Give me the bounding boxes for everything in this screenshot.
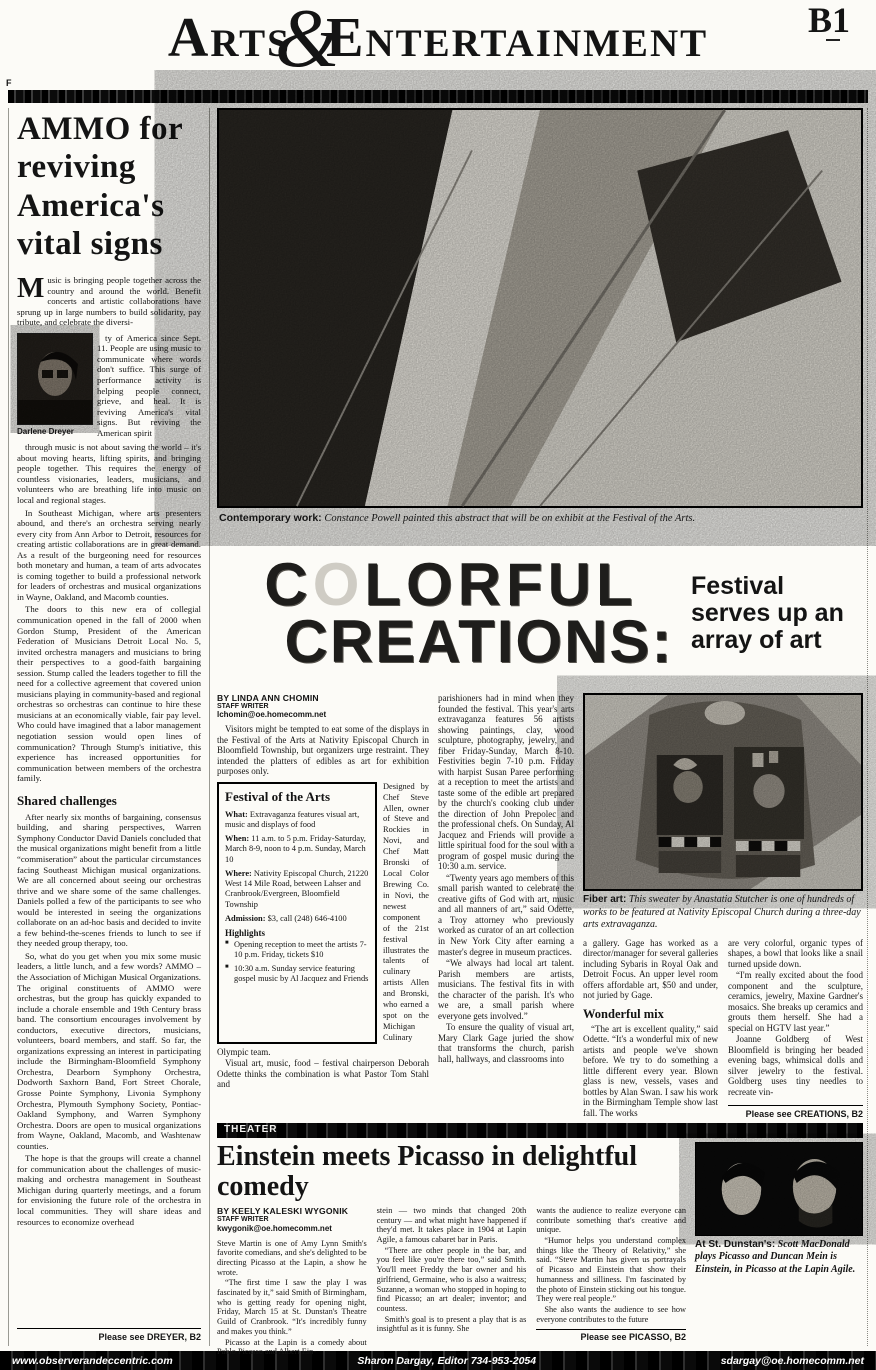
ammo-paragraph: through music is not about saving the world – it's about moving hearts, lifting spirits, and bringing people together. This requires the energy of countless visionaries, leaders, musicians, and volunteers who are breathing life into music on local and regional stages.	[17, 442, 201, 505]
fiber-art-sweater-photo	[583, 693, 863, 891]
infobox-row	[217, 782, 429, 1044]
feature-paragraph: To ensure the quality of visual art, Mary Clark Gage juried the show that transforms the church, parish hall, hallways, and classrooms into	[438, 1022, 574, 1064]
highlights-title: Highlights	[225, 928, 266, 939]
info-text: Nativity Episcopal Church, 21220 West 14 Mile Road, between Lahser and Cranbrook/Evergreen, Bloomfield Township	[225, 868, 369, 909]
theater-body	[217, 1141, 863, 1357]
edition-letter: F	[6, 78, 12, 88]
theater-production-photo	[695, 1142, 863, 1236]
byline-role: STAFF WRITER	[217, 703, 269, 711]
theater-section-label: THEATER	[217, 1123, 863, 1138]
section-title-entertainment: Entertainment	[326, 7, 709, 69]
theater-paragraph: Smith's goal is to present a play that is as insightful as it is funny. She	[376, 1314, 527, 1334]
ammo-article	[8, 108, 210, 1346]
theater-photo-caption	[695, 1239, 863, 1276]
ammo-lead-text: usic is bringing people together across the country and around the world. Benefit concerts and artistic collaborations have sprung up in large numbers to build solidarity, pay tribute, and celebrate the diversi-	[17, 275, 201, 328]
info-label: What:	[225, 809, 248, 819]
feature-paragraph: are very colorful, organic types of shapes, a bowl that looks like a snail turned upside down.	[728, 937, 863, 969]
section-title-arts: Arts	[167, 7, 291, 69]
headline-letters: LORFUL	[364, 551, 638, 619]
info-item-what	[225, 810, 369, 831]
caption-text: Constance Powell painted this abstract that will be on exhibit at the Festival of the Arts.	[324, 513, 696, 524]
caption-lead: Contemporary work:	[219, 512, 322, 524]
info-item-admission	[225, 914, 369, 924]
feature-paragraph: “I'm really excited about the food component and the sculpture, ceramics, jewelry, Maxine Gardner's mosaics. She breaks up ceramics and grouts them herself. She had a special on HGTV last year.”	[728, 970, 863, 1033]
feature-paragraph: Olympic team.	[217, 1046, 271, 1057]
byline-email: lchomin@oe.homecomm.net	[217, 710, 327, 720]
feature-subhead: Wonderful mix	[583, 1006, 664, 1021]
info-item-where	[225, 869, 369, 910]
byline-name: BY KEELY KALESKI WYGONIK	[217, 1205, 349, 1216]
feature-paragraph: “We always had local art talent. Parish members are artists, musicians. The festival fits in with the character of the parish. It's who we are, a small parish where everyone gets involved.”	[438, 958, 574, 1021]
caption-lead: At St. Dunstan's:	[695, 1239, 776, 1251]
ammo-paragraph: So, what do you get when you mix some music leaders, a little lunch, and a few words? AMMO – the Association of Michigan Musical Organizations. The original constituents of AMMO were orchestras, but the group has quickly expanded to include a chorale ensemble and 19th Century brass band. The consortium encourages involvement by conductors, executive directors, musicians, volunteers, board members, and staff. So far, the organizations expressing an interest in participating include the Birmingham-Bloomfield Symphony Orchestra, Dearborn Symphony Orchestra, Dodworth Saxhorn Band, Fort Street Chorale, Grosse Pointe Symphony, Livonia Symphony Orchestra, Plymouth Symphony Society, Pontiac-Oakland Symphony, and Warren Symphony Orchestra. Doors are open to musical organizations from Wayne, Oakland, Macomb, and Washtenaw counties.	[17, 950, 201, 1151]
columnist-block	[17, 333, 91, 440]
footer-bar	[0, 1351, 876, 1370]
theater-byline	[217, 1206, 367, 1234]
info-label: When:	[225, 834, 250, 844]
info-label: Admission:	[225, 913, 266, 923]
feature-column-2	[438, 693, 574, 1117]
feature-column-right	[583, 693, 863, 1120]
columnist-name: Darlene Dreyer	[17, 426, 74, 436]
theater-paragraph: Picasso at the Lapin is a comedy about Pablo Picasso and Albert Ein-	[217, 1337, 367, 1357]
footer-email: sdargay@oe.homecomm.net	[720, 1354, 864, 1367]
feature-subcolumns	[583, 938, 863, 1120]
byline-name: BY LINDA ANN CHOMIN	[217, 693, 319, 704]
theater-section	[217, 1123, 863, 1357]
feature-byline	[217, 693, 429, 719]
caption-lead: Fiber art:	[583, 894, 627, 906]
caption-text: This sweater by Anastatia Stutcher is one of hundreds of works to be featured at Nativity Episcopal Church during a three-day arts extravaganza.	[583, 894, 861, 931]
ammo-subhead: Shared challenges	[17, 792, 117, 808]
page-number: B1	[807, 0, 850, 40]
ampersand-glyph: &	[274, 0, 343, 85]
festival-info-box	[217, 782, 377, 1044]
theater-paragraph: She also wants the audience to see how everyone contributes to the future	[536, 1304, 687, 1324]
theater-columns	[217, 1206, 686, 1358]
feature-paragraph: Joanne Goldberg of West Bloomfield is bringing her beaded evening bags, whimsical dolls and silver jewelry to the festival. Goldberg uses tiny needles to recreate vin-	[728, 1034, 863, 1097]
info-text: 11 a.m. to 5 p.m. Friday-Saturday, March 8-9, noon to 4 p.m. Sunday, March 10	[225, 834, 366, 864]
ammo-paragraph: The hope is that the groups will create a channel for communication about the challenges of music-making and orchestra management in Southeast Michigan during quarterly meetings, and a forum for envisioning the future role of the orchestra in local communities. They will share ideas and resources to economize overhead	[17, 1153, 201, 1227]
theater-column-3	[536, 1206, 686, 1358]
feature-headline-block	[217, 533, 863, 693]
footer-website: www.observerandeccentric.com	[12, 1354, 173, 1367]
feature-narrow-column: Designed by Chef Steve Allen, owner of Steve and Rockies in Novi, and Chef Matt Bronski of Local Color Brewing Co. in Novi, the newest component of the 21st festival illustrates the talents of culinary artists Allen and Bronski, who earned a spot on the Michigan Culinary	[383, 781, 429, 1042]
feature-deck: Festival serves up an array of art	[691, 571, 844, 654]
headline-ghost-letter: O	[312, 551, 365, 619]
caption-text: Scott MacDonald plays Picasso and Duncan Mein is Einstein, in Picasso at the Lapin Agile.	[695, 1239, 856, 1275]
theater-column-2	[377, 1206, 527, 1358]
feature-column-1	[217, 693, 429, 1117]
main-column	[217, 108, 868, 1357]
feature-article-body	[217, 693, 863, 1120]
byline-email: kwygonik@oe.homecomm.net	[217, 1224, 332, 1234]
info-text: $3, call (248) 646-4100	[267, 913, 347, 923]
page-body	[0, 108, 876, 1357]
feature-column-4	[728, 938, 863, 1120]
feature-headline-line2: CREATIONS:	[284, 608, 674, 676]
feature-paragraph: Visitors might be tempted to eat some of the displays in the Festival of the Arts at Nativity Episcopal Church in Bloomfield Township, but organizers urge restraint. They intended the platters of edibles as art for exhibition purposes only.	[217, 724, 429, 777]
ammo-paragraph: The doors to this new era of collegial communication opened in the fall of 2000 when Gordon Stump, President of the American Federation of Musicians Detroit Local No. 5, invited orchestra managers and musicians to bring their perspectives to a good-faith bargaining session. Stump called the leaders together to fill the need for a collective agreement that covered union musicians playing in community-based and regional orchestras so orchestras can continue to hire these musicians at an economically viable, fair pay level. Who could have imagined that a labor management negotiation session would open lines of communication? Through Stump's initiative, this experience has increased opportunities for communication between members of the orchestra family.	[17, 604, 201, 784]
drop-cap: M	[17, 272, 45, 305]
theater-column-1	[217, 1206, 367, 1358]
theater-article	[217, 1141, 687, 1357]
fiber-photo-caption	[583, 894, 863, 932]
masthead	[0, 0, 876, 88]
ammo-wrap-text: ty of America since Sept. 11. People are using music to communicate where words don't suffice. This surge of performance activity is helping people connect, grieve, and heal. It is reviving America's vital signs. But reviving the American spirit	[97, 332, 201, 438]
ammo-headline: AMMO for reviving America's vital signs	[17, 111, 183, 262]
info-label: Where:	[225, 868, 252, 878]
highlight-item: ■ Opening reception to meet the artists 7-10 p.m. Friday, tickets $10	[225, 940, 369, 961]
creations-jump-line: Please see CREATIONS, B2	[728, 1105, 863, 1119]
headline-letter: C	[264, 551, 313, 619]
theater-paragraph: stein — two minds that changed 20th century — and what might have happened if they'd met. It takes place in 1904 at Lapin Agile, a famous cabaret bar in Paris.	[376, 1205, 527, 1245]
info-item-when	[225, 834, 369, 865]
feature-headline-line1	[221, 551, 681, 619]
feature-paragraph: a gallery. Gage has worked as a director/manager for several galleries including Sybaris in Royal Oak and Detroit Focus. An upper level room offers affordable art, $50 and under, not juried by Gage.	[583, 937, 718, 1001]
info-text: Extravaganza features visual art, music and displays of food	[225, 809, 360, 829]
highlight-item: ■ 10:30 a.m. Sunday service featuring gospel music by Al Jacquez and Friends	[225, 964, 369, 985]
feature-paragraph: “Twenty years ago members of this small parish wanted to celebrate the creative gifts of God with art, music and all manners of art,” said Odette, a Troy attorney who previously worked as curator of an art collection in New York City after earning a master's degree in museum practices.	[438, 872, 574, 957]
ammo-paragraph: In Southeast Michigan, where arts presenters abound, and there's an orchestra serving nearly every city from Ann Arbor to Detroit, resources for creating artistic collaborations are in great demand. As a result of the burgeoning need for resources both monetary and human, a team of arts advocates is coming together to build a professional network for leaders of orchestras and musical organizations in Wayne, Oakland, and Macomb counties.	[17, 507, 201, 602]
ammo-lead-paragraph	[17, 272, 201, 328]
masthead-rule	[8, 90, 868, 103]
info-box-title: Festival of the Arts	[225, 788, 331, 804]
ammo-paragraph: After nearly six months of bargaining, consensus building, and sharing perspectives, Warren Symphony Conductor David Daniels concluded that the musical organizations might benefit from a little “commiseration” about the particular circumstances facing Southeast Michigan musical organizations. We are all concerned about seeing our orchestras thrive and we share some of the same challenges. Daniels polled a few of the participants to see who would be interested in seeing the organizations collaborate on an ad-hoc basis and decided to invite a few behind-the-scenes friends to lunch to see if they needed group therapy, too.	[17, 811, 201, 949]
feature-column-3	[583, 938, 718, 1120]
footer-editor-contact: Sharon Dargay, Editor 734-953-2054	[357, 1354, 537, 1367]
theater-paragraph: “There are other people in the bar, and you feel like you're there too,” said Smith. You'll meet Freddy the bar owner and his girlfriend, Germaine, who is also a waitress; Suzanne, a woman who stopped in hoping to find Picasso; an art dealer; inventor; and countess.	[376, 1245, 527, 1313]
section-title	[167, 0, 709, 85]
byline-role: STAFF WRITER	[217, 1215, 269, 1223]
theater-paragraph: wants the audience to realize everyone can contribute something that's creative and unique.	[536, 1205, 687, 1235]
theater-photo-block	[695, 1142, 863, 1324]
feature-headline	[221, 551, 681, 676]
feature-paragraph: Visual art, music, food – festival chairperson Deborah Odette thinks the combination is what Pastor Tom Stahl and	[217, 1058, 429, 1090]
theater-headline: Einstein meets Picasso in delightful comedy	[217, 1141, 638, 1202]
theater-paragraph: Steve Martin is one of Amy Lynn Smith's favorite comedians, and she's delighted to be directing Picasso at the Lapin, a show he wrote.	[217, 1238, 367, 1277]
theater-paragraph: “The first time I saw the play I was fascinated by it,” said Smith of Birmingham, who is getting ready for opening night, Friday, March 15 at St. Dunstan's Theatre Guild of Cranbrook. “It's incredibly funny and makes you think.”	[217, 1278, 367, 1336]
feature-paragraph: “The art is excellent quality,” said Odette. “It's a wonderful mix of new artists and people we've shown before. We try to do something a little different every year. Blown glass is new, vessels, vases and bottles by Alan Swan. I saw his work in the Birmingham Temple show last fall. The works	[583, 1023, 718, 1118]
top-photo-caption	[219, 512, 861, 525]
theater-paragraph: “Humor helps you understand complex things like the Theory of Relativity,” she said. “Steve Martin has given us portrayals of Picasso and Einstein that show their humanness and silliness. I'm fascinated by the photo of Einstein sticking out his tongue. They were real people.”	[536, 1236, 687, 1304]
columnist-headshot	[17, 333, 93, 425]
feature-paragraph: parishioners had in mind when they founded the festival. This year's arts extravaganza features 56 artists showing paintings, clay, wood sculpture, photography, jewelry, and fiber Friday-Sunday, March 8-10. Festivities begin 7-10 p.m. Friday with harpist Susan Paree performing at a reception to meet the artists and taste some of the edible art prepared by the church's cooking club under the direction of John Prepolec and the professional chefs. On Sunday, Al Jacquez and Friends will provide a little spiritual food for the soul with a program of gospel music during the 10:30 a.m. service.	[438, 693, 574, 872]
columnist-row	[17, 333, 201, 440]
abstract-painting-photo	[217, 108, 863, 508]
picasso-jump-line: Please see PICASSO, B2	[536, 1329, 686, 1343]
ammo-jump-line: Please see DREYER, B2	[17, 1328, 201, 1342]
